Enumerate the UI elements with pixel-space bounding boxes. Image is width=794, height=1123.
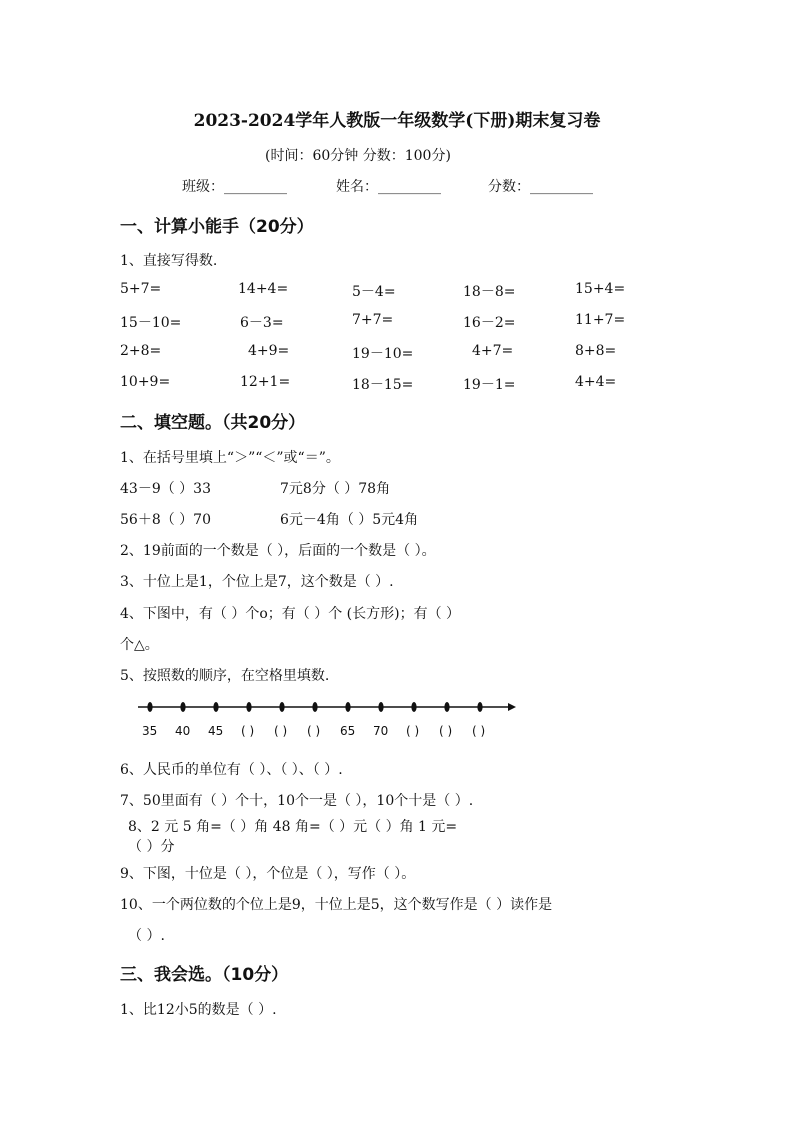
calc-cell: 19－10=	[352, 346, 414, 362]
section2-q8b: （ ）分	[128, 839, 175, 855]
name-field: 姓名：_________	[336, 179, 441, 195]
page-title: 2023-2024学年人教版一年级数学(下册)期末复习卷	[193, 111, 601, 131]
score-field: 分数：_________	[488, 179, 593, 195]
section2-q1b: 7元8分（ ）78角	[280, 481, 391, 497]
section2-q6: 6、人民币的单位有（ ）、（ ）、（ ）.	[120, 762, 343, 778]
number-line-tick	[246, 702, 251, 712]
number-line-label: 45	[208, 724, 224, 738]
section2-q1d: 6元－4角（ ）5元4角	[280, 512, 419, 528]
number-line-tick	[444, 702, 449, 712]
page-subtitle: (时间：60分钟 分数：100分)	[265, 148, 451, 164]
calc-cell: 10+9=	[120, 374, 171, 390]
section1-heading: 一、计算小能手（20分）	[120, 217, 314, 237]
number-line-tick	[345, 702, 350, 712]
number-line-label: ( )	[439, 724, 453, 738]
calc-cell: 12+1=	[240, 374, 291, 390]
section2-q7: 7、50里面有（ ）个十，10个一是（ ），10个十是（ ）.	[120, 793, 474, 809]
calc-cell: 7+7=	[352, 312, 394, 328]
section2-q1: 1、在括号里填上“＞”“＜”或“＝”。	[120, 450, 340, 466]
section2-heading: 二、填空题。（共20分）	[120, 413, 306, 433]
calc-cell: 18－15=	[352, 377, 414, 393]
number-line-tick	[477, 702, 482, 712]
calc-cell: 19－1=	[463, 377, 516, 393]
number-line-label: ( )	[472, 724, 486, 738]
calc-cell: 8+8=	[575, 343, 617, 359]
section2-q10a: 10、一个两位数的个位上是9，十位上是5，这个数写作是（ ）读作是	[120, 897, 553, 913]
number-line-label: ( )	[241, 724, 255, 738]
calc-cell: 5－4=	[352, 284, 396, 300]
section2-q5: 5、按照数的顺序，在空格里填数.	[120, 668, 330, 684]
class-field: 班级：_________	[182, 179, 287, 195]
calc-cell: 18－8=	[463, 284, 516, 300]
section2-q2: 2、19前面的一个数是（ ），后面的一个数是（ ）。	[120, 543, 436, 559]
section3-heading: 三、我会选。（10分）	[120, 965, 289, 985]
number-line-label: 65	[340, 724, 356, 738]
section2-q10b: （ ）.	[128, 928, 165, 944]
number-line-tick	[411, 702, 416, 712]
number-line-label: ( )	[307, 724, 321, 738]
number-line-tick	[378, 702, 383, 712]
section3-q1: 1、比12小5的数是（ ）.	[120, 1002, 277, 1018]
calc-cell: 6－3=	[240, 315, 284, 331]
calc-cell: 15－10=	[120, 315, 182, 331]
number-line-tick	[180, 702, 185, 712]
section1-q1: 1、直接写得数.	[120, 253, 218, 269]
section2-q4a: 4、下图中，有（ ）个o；有（ ）个 (长方形)；有（ ）	[120, 606, 461, 622]
number-line-tick	[147, 702, 152, 712]
number-line-label: ( )	[406, 724, 420, 738]
number-line-label: 70	[373, 724, 389, 738]
number-line-arrow	[508, 703, 516, 711]
number-line-label: 35	[142, 724, 158, 738]
section2-q1c: 56＋8（ ）70	[120, 512, 211, 528]
section2-q3: 3、十位上是1，个位上是7，这个数是（ ）.	[120, 574, 394, 590]
section2-q8a: 8、2 元 5 角=（ ）角 48 角=（ ）元（ ）角 1 元=	[128, 819, 458, 835]
number-line-tick	[279, 702, 284, 712]
calc-cell: 16－2=	[463, 315, 516, 331]
calc-cell: 5+7=	[120, 281, 162, 297]
section2-q9: 9、下图，十位是（ ），个位是（ ），写作（ ）。	[120, 866, 416, 882]
calc-cell: 14+4=	[238, 281, 289, 297]
number-line-label: ( )	[274, 724, 288, 738]
calc-cell: 4+7=	[472, 343, 514, 359]
calc-cell: 15+4=	[575, 281, 626, 297]
calc-cell: 4+4=	[575, 374, 617, 390]
calc-cell: 4+9=	[248, 343, 290, 359]
section2-q4b: 个△。	[120, 637, 159, 653]
number-line	[130, 695, 520, 719]
number-line-label: 40	[175, 724, 191, 738]
number-line-tick	[312, 702, 317, 712]
number-line-tick	[213, 702, 218, 712]
section2-q1a: 43－9（ ）33	[120, 481, 211, 497]
calc-cell: 2+8=	[120, 343, 162, 359]
calc-cell: 11+7=	[575, 312, 626, 328]
